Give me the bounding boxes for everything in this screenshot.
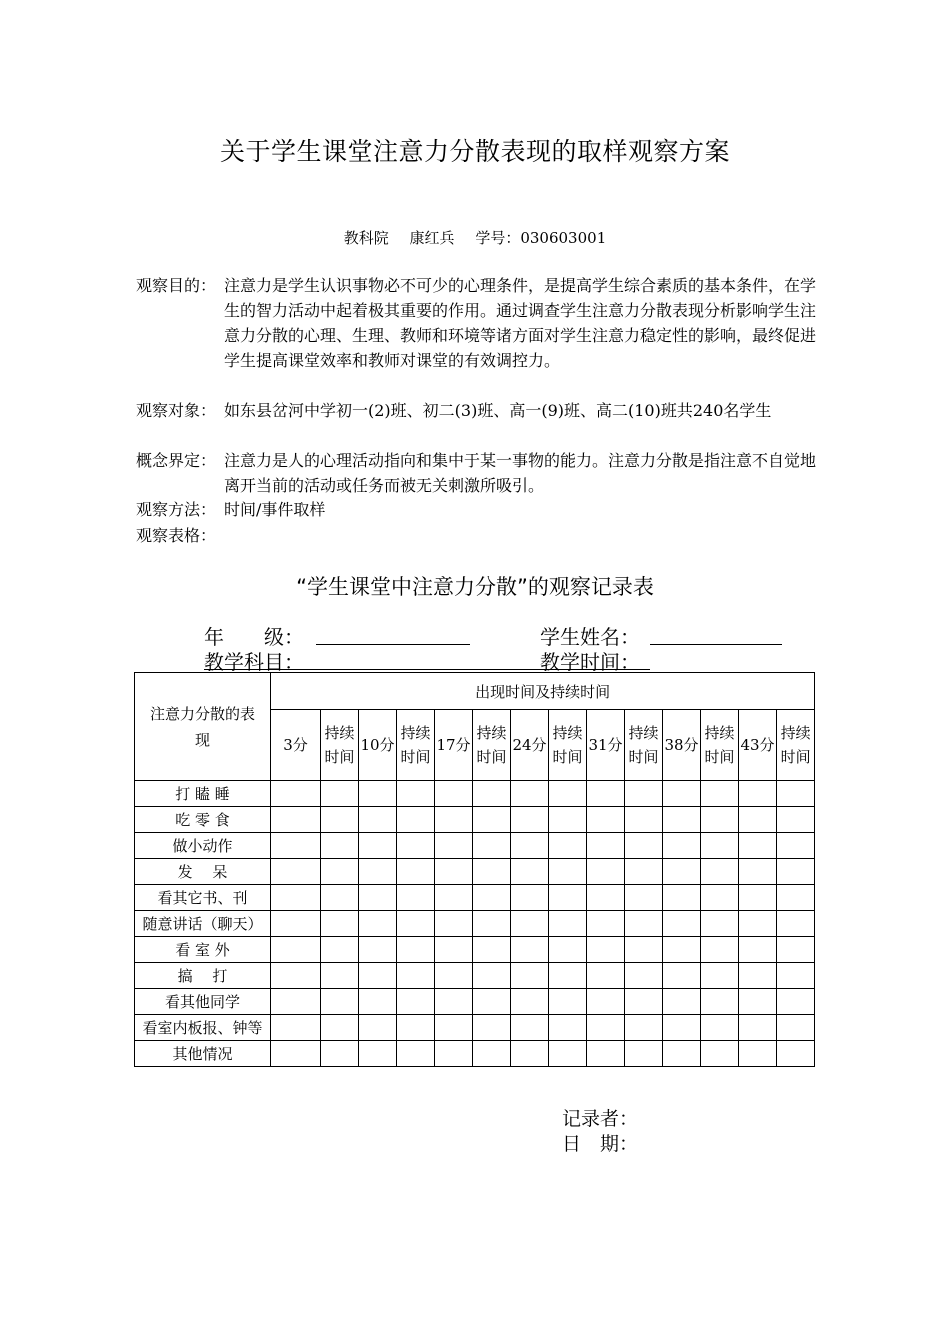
table-cell[interactable] <box>739 1041 777 1067</box>
table-cell[interactable] <box>587 937 625 963</box>
table-cell[interactable] <box>625 885 663 911</box>
table-cell[interactable] <box>625 963 663 989</box>
column-header: 持续时间 <box>701 710 739 781</box>
table-cell[interactable] <box>663 1041 701 1067</box>
table-cell[interactable] <box>359 1015 397 1041</box>
table-cell[interactable] <box>739 1015 777 1041</box>
table-cell[interactable] <box>271 989 321 1015</box>
table-cell[interactable] <box>321 911 359 937</box>
target-label: 观察对象： <box>136 401 217 420</box>
table-cell[interactable] <box>435 781 473 807</box>
time-label: 教学时间： <box>540 650 640 674</box>
table-cell[interactable] <box>397 937 435 963</box>
table-cell[interactable] <box>511 833 549 859</box>
corner-header: 注意力分散的表现 <box>135 673 271 781</box>
table-cell[interactable] <box>777 859 815 885</box>
table-cell[interactable] <box>511 911 549 937</box>
column-header: 持续时间 <box>625 710 663 781</box>
row-label: 看室内板报、钟等 <box>135 1015 271 1041</box>
table-cell[interactable] <box>473 859 511 885</box>
table-cell[interactable] <box>511 807 549 833</box>
table-cell[interactable] <box>397 885 435 911</box>
column-header: 17分 <box>435 710 473 781</box>
table-cell[interactable] <box>739 989 777 1015</box>
table-cell[interactable] <box>739 781 777 807</box>
table-cell[interactable] <box>321 963 359 989</box>
table-row <box>135 937 815 963</box>
table-cell[interactable] <box>397 911 435 937</box>
table-row <box>135 833 815 859</box>
table-cell[interactable] <box>549 807 587 833</box>
table-cell[interactable] <box>359 833 397 859</box>
purpose-text: 注意力是学生认识事物必不可少的心理条件，是提高学生综合素质的基本条件，在学生的智力活动中起着极其重要的作用。通过调查学生注意力分散表现分析影响学生注意力分散的心理、生理、教师和环境等诸方面对学生注意力稳定性的影响，最终促进学生提高课堂效率和教师对课堂的有效调控力。 <box>224 276 817 370</box>
table-cell[interactable] <box>701 911 739 937</box>
table-cell[interactable] <box>511 1015 549 1041</box>
table-cell[interactable] <box>321 833 359 859</box>
section-purpose <box>136 273 816 373</box>
table-cell[interactable] <box>625 833 663 859</box>
table-cell[interactable] <box>473 911 511 937</box>
table-cell[interactable] <box>511 937 549 963</box>
table-cell[interactable] <box>587 859 625 885</box>
table-cell[interactable] <box>625 781 663 807</box>
row-label: 其他情况 <box>135 1041 271 1067</box>
table-cell[interactable] <box>511 1041 549 1067</box>
table-cell[interactable] <box>777 989 815 1015</box>
table-cell[interactable] <box>473 989 511 1015</box>
table-cell[interactable] <box>587 1015 625 1041</box>
table-cell[interactable] <box>777 937 815 963</box>
table-cell[interactable] <box>663 859 701 885</box>
column-header: 持续时间 <box>473 710 511 781</box>
document-title: 关于学生课堂注意力分散表现的取样观察方案 <box>219 137 730 166</box>
table-cell[interactable] <box>663 989 701 1015</box>
table-cell[interactable] <box>271 963 321 989</box>
table-cell[interactable] <box>663 833 701 859</box>
table-cell[interactable] <box>271 937 321 963</box>
table-cell[interactable] <box>397 989 435 1015</box>
table-row <box>135 1015 815 1041</box>
table-cell[interactable] <box>473 937 511 963</box>
table-cell[interactable] <box>271 807 321 833</box>
table-cell[interactable] <box>549 781 587 807</box>
table-cell[interactable] <box>739 885 777 911</box>
purpose-label: 观察目的： <box>136 276 217 295</box>
row-label: 发 呆 <box>135 859 271 885</box>
table-cell[interactable] <box>321 859 359 885</box>
table-cell[interactable] <box>511 989 549 1015</box>
table-cell[interactable] <box>663 885 701 911</box>
table-cell[interactable] <box>739 833 777 859</box>
author-dept: 教科院 <box>343 229 389 247</box>
row-label: 做小动作 <box>135 833 271 859</box>
table-cell[interactable] <box>587 807 625 833</box>
table-cell[interactable] <box>625 807 663 833</box>
table-title: “学生课堂中注意力分散”的观察记录表 <box>296 575 654 599</box>
row-label: 随意讲话（聊天） <box>135 911 271 937</box>
row-label: 看其他同学 <box>135 989 271 1015</box>
definition-label: 概念界定： <box>136 451 217 470</box>
table-cell[interactable] <box>549 859 587 885</box>
table-cell[interactable] <box>587 989 625 1015</box>
table-cell[interactable] <box>701 963 739 989</box>
table-cell[interactable] <box>435 833 473 859</box>
table-cell[interactable] <box>777 911 815 937</box>
table-cell[interactable] <box>359 885 397 911</box>
table-cell[interactable] <box>701 1015 739 1041</box>
column-header: 38分 <box>663 710 701 781</box>
table-cell[interactable] <box>511 885 549 911</box>
table-cell[interactable] <box>321 781 359 807</box>
row-label: 吃 零 食 <box>135 807 271 833</box>
table-cell[interactable] <box>435 807 473 833</box>
table-cell[interactable] <box>701 885 739 911</box>
column-header: 持续时间 <box>397 710 435 781</box>
table-cell[interactable] <box>435 885 473 911</box>
row-label: 看其它书、刊 <box>135 885 271 911</box>
column-header: 3分 <box>271 710 321 781</box>
table-cell[interactable] <box>271 781 321 807</box>
table-cell[interactable] <box>321 989 359 1015</box>
table-row <box>135 911 815 937</box>
observation-table <box>134 672 815 1067</box>
table-cell[interactable] <box>739 937 777 963</box>
table-cell[interactable] <box>739 963 777 989</box>
table-cell[interactable] <box>473 1015 511 1041</box>
subject-label: 教学科目： <box>204 650 304 674</box>
table-cell[interactable] <box>473 885 511 911</box>
table-cell[interactable] <box>321 807 359 833</box>
table-cell[interactable] <box>397 859 435 885</box>
table-cell[interactable] <box>397 781 435 807</box>
table-cell[interactable] <box>271 859 321 885</box>
table-cell[interactable] <box>473 963 511 989</box>
method-text: 时间/事件取样 <box>224 500 326 519</box>
table-cell[interactable] <box>587 885 625 911</box>
column-header: 持续时间 <box>777 710 815 781</box>
table-cell[interactable] <box>701 807 739 833</box>
table-cell[interactable] <box>397 1041 435 1067</box>
row-label: 搞 打 <box>135 963 271 989</box>
table-cell[interactable] <box>701 937 739 963</box>
table-cell[interactable] <box>435 1015 473 1041</box>
table-cell[interactable] <box>587 781 625 807</box>
table-row <box>135 963 815 989</box>
column-header: 持续时间 <box>549 710 587 781</box>
table-cell[interactable] <box>625 911 663 937</box>
table-cell[interactable] <box>701 781 739 807</box>
table-cell[interactable] <box>271 1041 321 1067</box>
table-cell[interactable] <box>777 807 815 833</box>
table-cell[interactable] <box>435 963 473 989</box>
table-row <box>135 1041 815 1067</box>
table-cell[interactable] <box>625 859 663 885</box>
table-cell[interactable] <box>435 859 473 885</box>
form-label: 观察表格： <box>136 526 217 545</box>
section-definition <box>136 448 816 498</box>
recorder-label: 记录者： <box>562 1108 639 1130</box>
table-cell[interactable] <box>587 833 625 859</box>
table-cell[interactable] <box>701 1041 739 1067</box>
table-cell[interactable] <box>359 911 397 937</box>
table-cell[interactable] <box>663 937 701 963</box>
table-row <box>135 807 815 833</box>
table-cell[interactable] <box>777 833 815 859</box>
table-cell[interactable] <box>435 937 473 963</box>
author-name: 康红兵 <box>409 229 455 247</box>
student-label: 学生姓名： <box>540 625 640 649</box>
table-cell[interactable] <box>359 781 397 807</box>
table-row <box>135 859 815 885</box>
table-cell[interactable] <box>473 807 511 833</box>
table-cell[interactable] <box>321 1041 359 1067</box>
table-cell[interactable] <box>359 937 397 963</box>
date-label: 日 期： <box>562 1133 639 1155</box>
table-cell[interactable] <box>625 1041 663 1067</box>
table-cell[interactable] <box>473 1041 511 1067</box>
table-cell[interactable] <box>397 807 435 833</box>
table-cell[interactable] <box>777 885 815 911</box>
table-cell[interactable] <box>549 885 587 911</box>
table-cell[interactable] <box>549 911 587 937</box>
table-row <box>135 885 815 911</box>
student-blank <box>650 644 782 645</box>
table-cell[interactable] <box>271 911 321 937</box>
column-header: 持续时间 <box>321 710 359 781</box>
table-row <box>135 989 815 1015</box>
table-cell[interactable] <box>625 989 663 1015</box>
table-cell[interactable] <box>549 1041 587 1067</box>
row-label: 打 瞌 睡 <box>135 781 271 807</box>
table-cell[interactable] <box>625 937 663 963</box>
column-header: 10分 <box>359 710 397 781</box>
table-cell[interactable] <box>549 1015 587 1041</box>
table-cell[interactable] <box>701 859 739 885</box>
table-cell[interactable] <box>511 963 549 989</box>
table-cell[interactable] <box>435 1041 473 1067</box>
table-cell[interactable] <box>359 963 397 989</box>
table-row <box>135 781 815 807</box>
table-cell[interactable] <box>321 885 359 911</box>
column-header: 24分 <box>511 710 549 781</box>
section-method <box>136 497 816 522</box>
table-cell[interactable] <box>739 911 777 937</box>
table-cell[interactable] <box>701 833 739 859</box>
method-label: 观察方法： <box>136 500 217 519</box>
table-cell[interactable] <box>701 989 739 1015</box>
table-cell[interactable] <box>549 937 587 963</box>
table-cell[interactable] <box>397 963 435 989</box>
table-cell[interactable] <box>739 859 777 885</box>
table-cell[interactable] <box>549 963 587 989</box>
target-text: 如东县岔河中学初一(2)班、初二(3)班、高一(9)班、高二(10)班共240名学生 <box>224 401 772 420</box>
table-cell[interactable] <box>397 833 435 859</box>
table-cell[interactable] <box>271 833 321 859</box>
table-cell[interactable] <box>663 963 701 989</box>
table-cell[interactable] <box>397 1015 435 1041</box>
group-header: 出现时间及持续时间 <box>271 673 815 710</box>
table-cell[interactable] <box>359 807 397 833</box>
table-cell[interactable] <box>321 1015 359 1041</box>
table-cell[interactable] <box>511 781 549 807</box>
table-cell[interactable] <box>625 1015 663 1041</box>
table-cell[interactable] <box>777 963 815 989</box>
column-header: 43分 <box>739 710 777 781</box>
author-line <box>0 227 950 248</box>
table-cell[interactable] <box>271 1015 321 1041</box>
table-cell[interactable] <box>271 885 321 911</box>
table-cell[interactable] <box>359 859 397 885</box>
table-cell[interactable] <box>587 911 625 937</box>
table-cell[interactable] <box>777 1015 815 1041</box>
table-cell[interactable] <box>777 1041 815 1067</box>
definition-text: 注意力是人的心理活动指向和集中于某一事物的能力。注意力分散是指注意不自觉地离开当前的活动或任务而被无关刺激所吸引。 <box>224 451 817 495</box>
table-cell[interactable] <box>663 911 701 937</box>
section-target <box>136 398 816 423</box>
table-cell[interactable] <box>663 781 701 807</box>
table-cell[interactable] <box>435 989 473 1015</box>
table-cell[interactable] <box>549 989 587 1015</box>
table-cell[interactable] <box>435 911 473 937</box>
grade-blank <box>316 644 470 645</box>
table-cell[interactable] <box>777 781 815 807</box>
table-cell[interactable] <box>663 807 701 833</box>
table-cell[interactable] <box>587 963 625 989</box>
table-cell[interactable] <box>473 833 511 859</box>
table-cell[interactable] <box>359 989 397 1015</box>
column-header: 31分 <box>587 710 625 781</box>
row-label: 看 室 外 <box>135 937 271 963</box>
table-cell[interactable] <box>739 807 777 833</box>
grade-label: 年 级： <box>204 625 304 649</box>
table-cell[interactable] <box>663 1015 701 1041</box>
table-cell[interactable] <box>587 1041 625 1067</box>
table-cell[interactable] <box>549 833 587 859</box>
table-cell[interactable] <box>473 781 511 807</box>
table-cell[interactable] <box>321 937 359 963</box>
table-cell[interactable] <box>511 859 549 885</box>
table-cell[interactable] <box>359 1041 397 1067</box>
author-id: 学号：030603001 <box>475 229 607 247</box>
